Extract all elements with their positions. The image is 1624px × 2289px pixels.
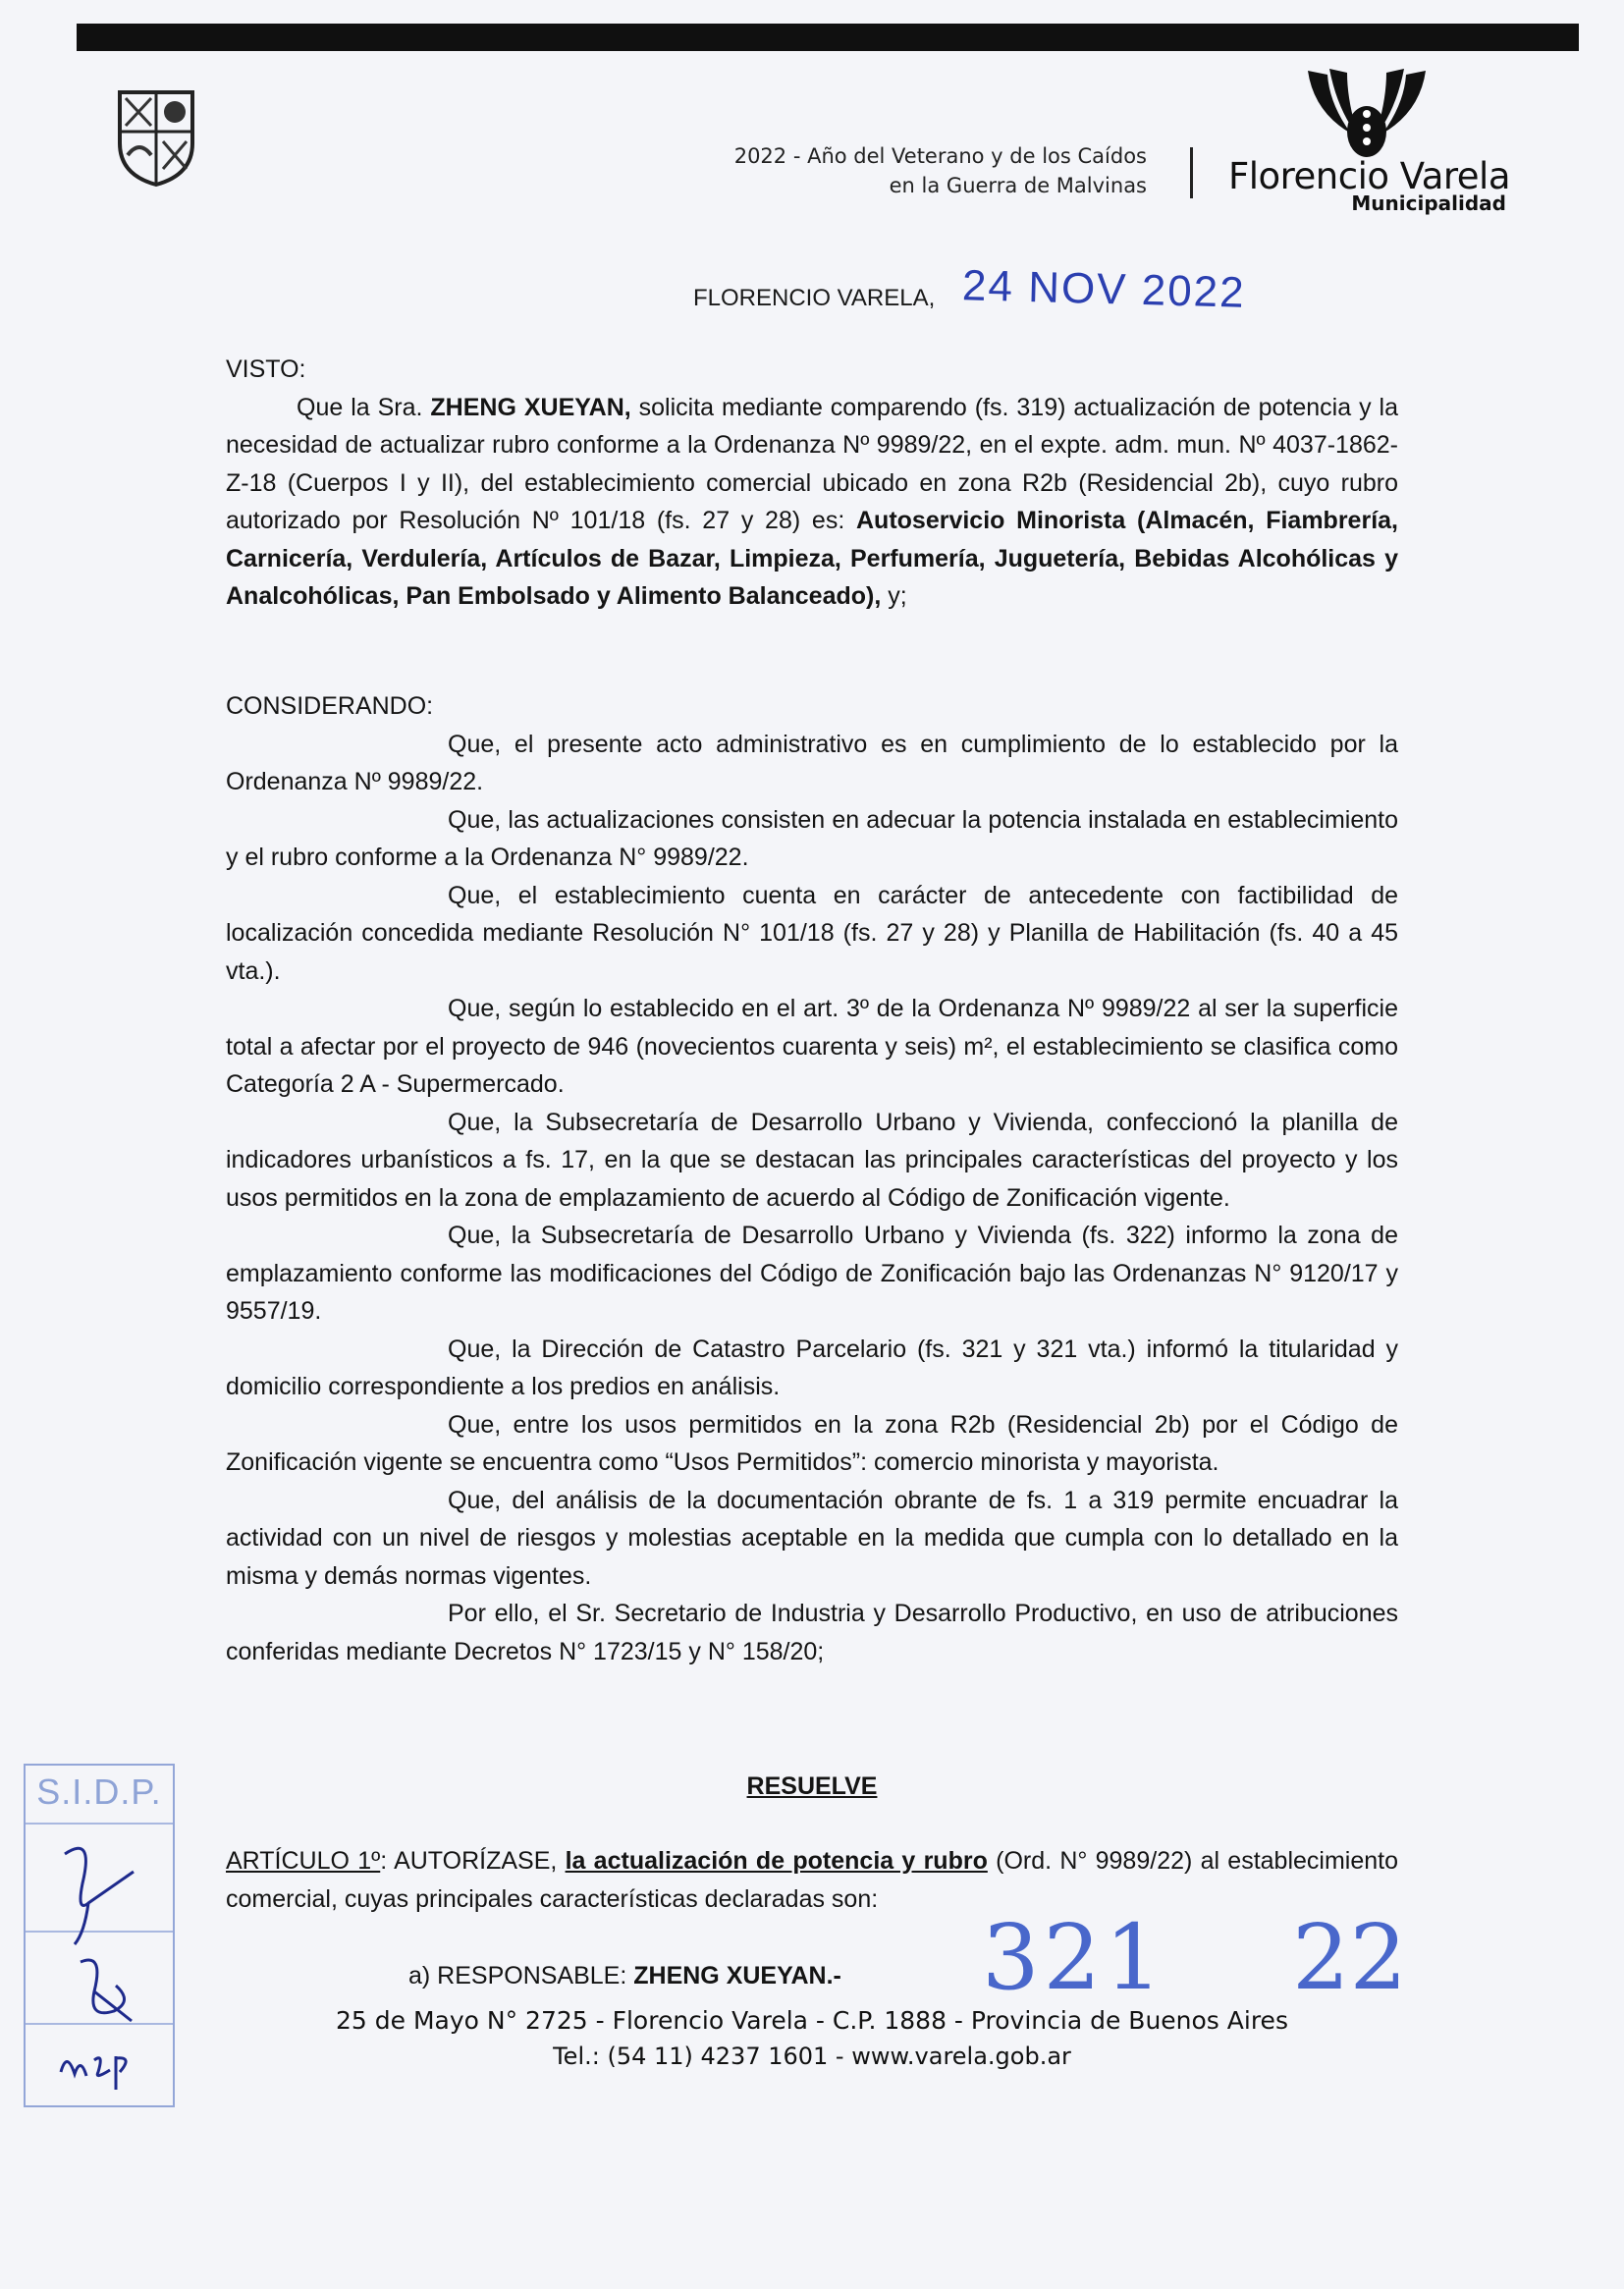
visto-paragraph: [226, 389, 1398, 616]
articulo-1: [226, 1842, 1398, 1918]
responsable-name: ZHENG XUEYAN.-: [633, 1962, 841, 1989]
considerando-paragraph: Que, las actualizaciones consisten en adecuar la potencia instalada en establecimiento y el rubro conforme a la Ordenanza N° 9989/22.: [226, 805, 1398, 871]
motto-line-2: en la Guerra de Malvinas: [889, 174, 1147, 197]
considerando-paragraph: Que, según lo establecido en el art. 3º de la Ordenanza Nº 9989/22 al ser la superficie total a afectar por el proyecto de 946 (novecientos cuarenta y seis) m², el establecimiento se clasifica como Categoría 2 A - Supermercado.: [226, 995, 1398, 1098]
visto-section: [226, 351, 1398, 616]
considerando-paragraph: Por ello, el Sr. Secretario de Industria y Desarrollo Productivo, en uso de atribuciones conferidas mediante Decretos N° 1723/15 y N° 158/20;: [226, 1600, 1398, 1665]
brand-name: Florencio Varela: [1227, 155, 1510, 197]
brand-block: [1225, 155, 1510, 214]
visto-text-a: Que la Sra.: [297, 393, 431, 421]
motto-line-1: 2022 - Año del Veterano y de los Caídos: [733, 144, 1147, 168]
florencio-varela-logo-icon: [1300, 65, 1434, 163]
top-black-bar: [77, 24, 1579, 51]
resolution-number-stamp: 321: [982, 1905, 1166, 2010]
articulo-label: ARTÍCULO 1º: [226, 1847, 381, 1875]
considerando-paragraph: Que, el establecimiento cuenta en carácter de antecedente con factibilidad de localización concedida mediante Resolución N° 101/18 (fs. 27 y 28) y Planilla de Habilitación (fs. 40 a 45 vta.).: [226, 881, 1398, 985]
articulo-emphasis: la actualización de potencia y rubro: [565, 1847, 988, 1875]
considerando-paragraph: Que, el presente acto administrativo es en cumplimiento de lo establecido por la Ordenanza Nº 9989/22.: [226, 730, 1398, 795]
responsable-label: a) RESPONSABLE:: [408, 1962, 634, 1989]
considerando-section: [226, 687, 1398, 1670]
header-divider: [1190, 147, 1193, 198]
considerando-paragraph: Que, la Subsecretaría de Desarrollo Urbano y Vivienda, confeccionó la planilla de indicadores urbanísticos a fs. 17, en la que se destacan las principales características del proyecto y los usos permitidos en la zona de emplazamiento de acuerdo al Código de Zonificación vigente.: [226, 1108, 1398, 1212]
considerando-paragraph: Que, entre los usos permitidos en la zona R2b (Residencial 2b) por el Código de Zonificación vigente se encuentra como “Usos Permitidos”: comercio minorista y mayorista.: [226, 1410, 1398, 1476]
date-place: FLORENCIO VARELA,: [693, 285, 936, 311]
coat-of-arms-icon: [114, 86, 198, 189]
articulo-rest: (Ord. N° 9989/22) al establecimiento comercial, cuyas principales características declaradas son:: [226, 1847, 1399, 1913]
applicant-name: ZHENG XUEYAN,: [430, 393, 631, 421]
year-motto: [569, 141, 1147, 200]
considerando-paragraph: Que, del análisis de la documentación obrante de fs. 1 a 319 permite encuadrar la actividad con un nivel de riesgos y molestias aceptable en la medida que cumpla con lo detallado en la misma y demás normas vigentes.: [226, 1486, 1398, 1590]
brand-subtitle: Municipalidad: [1351, 191, 1506, 215]
visto-text-c: y;: [881, 582, 907, 610]
date-stamp: 24 NOV 2022: [961, 261, 1247, 317]
resolution-year-stamp: 22: [1292, 1905, 1408, 2010]
visto-text-b: solicita mediante comparendo (fs. 319) actualización de potencia y la necesidad de actualizar rubro conforme a la Ordenanza Nº 9989/22, en el expte. adm. mun. Nº 4037-1862-Z-18 (Cuerpos I y II), del establecimiento comercial ubicado en zona R2b (Residencial 2b), cuyo rubro autorizado por Resolución Nº 101/18 (fs. 27 y 28) es:: [226, 393, 1398, 534]
responsable-line: [408, 1957, 841, 1995]
articulo-1-paragraph: [226, 1842, 1398, 1918]
resuelve-heading: RESUELVE: [746, 1772, 878, 1800]
visto-heading: VISTO:: [226, 355, 306, 383]
footer: [226, 2003, 1398, 2074]
considerando-heading: CONSIDERANDO:: [226, 692, 434, 720]
considerando-paragraph: Que, la Dirección de Catastro Parcelario (fs. 321 y 321 vta.) informó la titularidad y domicilio correspondiente a los predios en análisis.: [226, 1335, 1398, 1400]
sidp-title: S.I.D.P.: [36, 1771, 162, 1812]
sidp-stamp: [24, 1764, 175, 2107]
handwritten-signature-icon: [26, 1766, 173, 2105]
footer-address: 25 de Mayo N° 2725 - Florencio Varela - C.P. 1888 - Provincia de Buenos Aires: [336, 2006, 1288, 2035]
articulo-colon: : AUTORÍZASE,: [380, 1847, 566, 1875]
considerando-paragraph: Que, la Subsecretaría de Desarrollo Urbano y Vivienda (fs. 322) informo la zona de emplazamiento conforme las modificaciones del Código de Zonificación bajo las Ordenanzas N° 9120/17 y 9557/19.: [226, 1222, 1398, 1325]
authorized-rubro: Autoservicio Minorista (Almacén, Fiambrería, Carnicería, Verdulería, Artículos de Bazar, Limpieza, Perfumería, Juguetería, Bebidas Alcohólicas y Analcohólicas, Pan Embolsado y Alimento Balanceado),: [226, 507, 1398, 610]
footer-contact: Tel.: (54 11) 4237 1601 - www.varela.gob.ar: [553, 2043, 1071, 2070]
